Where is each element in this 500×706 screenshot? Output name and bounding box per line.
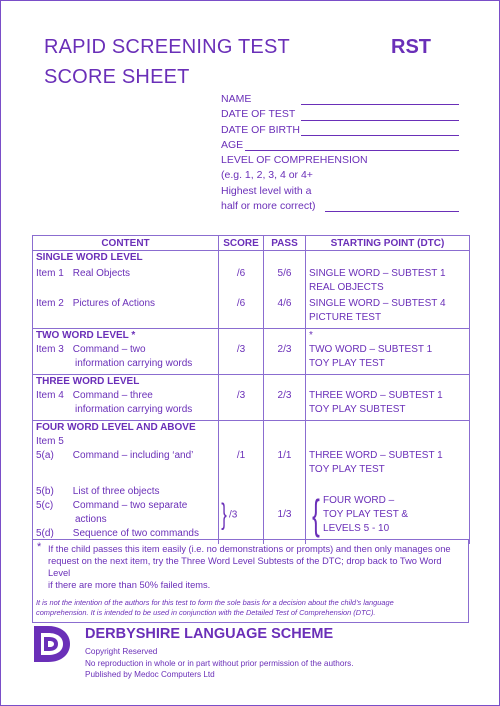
starting-point-sub: TOY PLAY TEST	[309, 358, 385, 369]
pass-cell: 1/3	[264, 485, 306, 544]
item-text: Command – three	[72, 390, 153, 401]
pass-cell: 4/6	[264, 295, 306, 329]
table-row	[33, 295, 470, 329]
score-header: SCORE	[219, 236, 264, 251]
starting-point-sub: TOY PLAY SUBTEST	[309, 404, 406, 415]
date-of-birth-field[interactable]	[301, 135, 459, 136]
date-of-test-label: DATE OF TEST	[221, 108, 296, 121]
derbyshire-logo	[30, 622, 74, 666]
page-subtitle: SCORE SHEET	[44, 66, 190, 88]
test-code: RST	[391, 36, 431, 58]
notes-box	[32, 539, 469, 623]
score-cell[interactable]: /3	[219, 343, 264, 375]
copyright-block	[85, 646, 354, 681]
item-text-cont: actions	[75, 514, 107, 525]
score-cell[interactable]: /3	[229, 509, 238, 521]
table-row	[33, 343, 470, 375]
level-example: (e.g. 1, 2, 3, 4 or 4+	[221, 169, 313, 182]
item-text: Pictures of Actions	[72, 298, 156, 309]
section-three-word	[33, 375, 470, 390]
name-field[interactable]	[301, 104, 459, 105]
starting-point-sub: PICTURE TEST	[309, 312, 382, 323]
footnote-line: request on the next item, try the Three Word Level Subtests of the DTC; drop back to Two Word Level	[48, 556, 442, 578]
starting-point: THREE WORD – SUBTEST 1	[309, 450, 443, 461]
level-field[interactable]	[325, 211, 459, 212]
pass-cell: 2/3	[264, 343, 306, 375]
item-text: Command – including ‘and’	[72, 450, 194, 461]
starting-point-sub: LEVELS 5 - 10	[323, 522, 390, 534]
item-number: 5(b)	[36, 486, 54, 497]
item-number: Item 3	[36, 344, 64, 355]
footnote-star: *	[37, 541, 42, 553]
item-text: List of three objects	[72, 486, 160, 497]
table-row	[33, 265, 470, 295]
item-text: Real Objects	[72, 268, 131, 279]
reproduction-notice: No reproduction in whole or in part without prior permission of the authors.	[85, 658, 354, 668]
publisher-line: Published by Medoc Computers Ltd	[85, 670, 215, 679]
disclaimer-line: It is not the intention of the authors for this test to form the sole basis for a decision about the child’s language	[36, 598, 394, 607]
item-text: Command – two separate	[72, 500, 188, 511]
item-number: 5(a)	[36, 450, 54, 461]
item-number: Item 4	[36, 390, 64, 401]
date-of-test-field[interactable]	[301, 120, 459, 121]
starting-point-header: STARTING POINT (DTC)	[306, 236, 470, 251]
starting-point-sub: TOY PLAY TEST &	[323, 508, 409, 520]
brace-icon: }	[221, 497, 227, 531]
item-text-cont: information carrying words	[75, 358, 193, 369]
item-text: Sequence of two commands	[72, 528, 199, 539]
score-cell[interactable]: /6	[219, 265, 264, 295]
item-number: Item 2	[36, 298, 64, 309]
pass-cell: 2/3	[264, 389, 306, 421]
footnote-line: If the child passes this item easily (i.e. no demonstrations or prompts) and then only manages one	[48, 544, 451, 554]
score-cell[interactable]: /6	[219, 295, 264, 329]
section-heading: THREE WORD LEVEL	[33, 375, 219, 390]
copyright-line: Copyright Reserved	[85, 647, 158, 656]
pass-cell: 1/1	[264, 449, 306, 485]
starting-point: SINGLE WORD – SUBTEST 1	[309, 268, 446, 279]
starting-point-sub: TOY PLAY TEST	[309, 464, 385, 475]
score-cell[interactable]: /1	[219, 449, 264, 485]
starting-point: THREE WORD – SUBTEST 1	[309, 390, 443, 401]
level-note: Highest level with a	[221, 184, 312, 197]
age-label: AGE	[221, 138, 244, 151]
item-number: 5(d)	[36, 528, 54, 539]
score-table	[32, 235, 470, 544]
item-text-cont: information carrying words	[75, 404, 193, 415]
table-header-row	[33, 236, 470, 251]
starting-point: FOUR WORD –	[323, 494, 395, 506]
disclaimer-line: comprehension. It is intended to be used in conjunction with the Detailed Test of Comprehension (DTC).	[36, 608, 376, 617]
table-row	[33, 389, 470, 421]
section-heading: FOUR WORD LEVEL AND ABOVE	[33, 421, 219, 436]
date-of-birth-label: DATE OF BIRTH	[221, 123, 300, 136]
brand-name: DERBYSHIRE LANGUAGE SCHEME	[85, 626, 334, 642]
patient-details-form	[221, 92, 368, 214]
section-heading: SINGLE WORD LEVEL	[33, 251, 219, 266]
starting-point: SINGLE WORD – SUBTEST 4	[309, 298, 446, 309]
section-four-word	[33, 421, 470, 436]
item-number: Item 5	[33, 435, 219, 449]
content-header: CONTENT	[33, 236, 219, 251]
section-two-word	[33, 329, 470, 344]
section-single-word	[33, 251, 470, 266]
name-label: NAME	[221, 93, 252, 105]
item-number: 5(c)	[36, 500, 54, 511]
table-row	[33, 449, 470, 485]
starting-point: TWO WORD – SUBTEST 1	[309, 344, 433, 355]
level-note-2: half or more correct)	[221, 200, 316, 213]
star-marker: *	[306, 329, 470, 344]
score-cell[interactable]: /3	[219, 389, 264, 421]
page-title: RAPID SCREENING TEST	[44, 36, 290, 58]
level-label: LEVEL OF COMPREHENSION	[221, 154, 368, 167]
item-text: Command – two	[72, 344, 146, 355]
pass-header: PASS	[264, 236, 306, 251]
item-number: Item 1	[36, 268, 64, 279]
pass-cell: 5/6	[264, 265, 306, 295]
table-row	[33, 435, 470, 449]
starting-point-sub: REAL OBJECTS	[309, 282, 384, 293]
age-field[interactable]	[245, 150, 459, 151]
section-heading: TWO WORD LEVEL *	[33, 329, 219, 344]
table-row	[33, 485, 470, 544]
brace-icon: {	[312, 490, 320, 538]
footnote-line: if there are more than 50% failed items.	[48, 580, 211, 590]
